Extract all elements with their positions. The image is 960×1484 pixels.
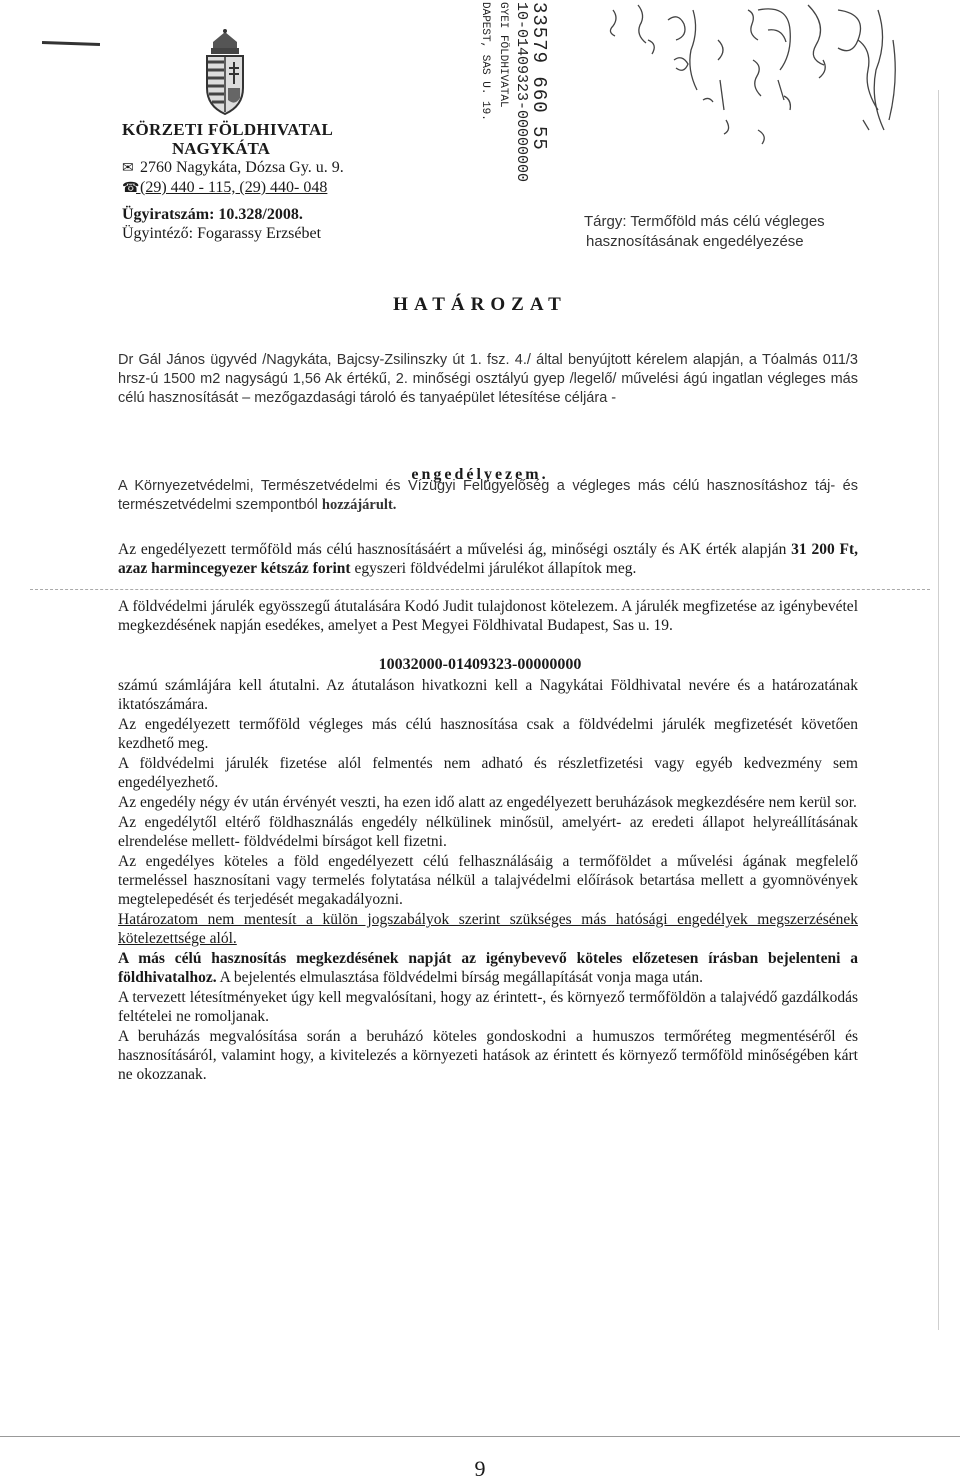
- stamp-line-3: GYEI FÖLDHIVATAL: [497, 2, 509, 108]
- page-number: 9: [474, 1456, 486, 1481]
- notification-paragraph: A más célú hasznosítás megkezdésének napját az igénybevevő köteles előzetesen írásban bejelenteni a földhivatalhoz. A bejelentés elmulasztása földvédelmi bírság megállapítását vonja maga után.: [118, 950, 858, 986]
- request-paragraph: Dr Gál János ügyvéd /Nagykáta, Bajcsy-Zsilinszky út 1. fsz. 4./ által benyújtott kérelem alapján, a Tóalmás 011/3 hrsz-ú 1500 m2 nagyságú 1,56 Ak értékű, 2. minőségi osztályú gyep /legelő/ művelési ágú ingatlan végleges más célú hasznosítását – mezőgazdasági tároló és tanyaépület létesítése céljára -: [118, 352, 858, 406]
- start-condition-paragraph: Az engedélyezett termőföld végleges más célú hasznosítása csak a földvédelmi járulék megfizetését követően kezdhető meg.: [118, 716, 858, 752]
- office-header: [122, 120, 344, 198]
- penalty-paragraph: Az engedélytől eltérő földhasználás engedély nélkülinek minősül, amelyért- az eredeti állapot helyreállításának elrendelése mellett- földvédelmi bírságot kell fizetni.: [118, 814, 858, 850]
- decision-word: engedélyezem.: [411, 466, 549, 483]
- payment-paragraph: A földvédelmi járulék egyösszegű átutalására Kodó Judit tulajdonost kötelezem. A járulék megfizetése az igénybevétel megkezdésének napján esedékes, amelyet a Pest Megyei Földhivatal Budapest, Sas u. 19.: [118, 598, 858, 634]
- humus-paragraph: A beruházás megvalósítása során a beruházó köteles gondoskodni a humuszos termőréteg megmentéséről és hasznosításáról, valamint hogy, a kivitelezés a környezeti hatások az érintett és környező termőföld minőségében kárt ne okozzanak.: [118, 1028, 858, 1083]
- document-title: HATÁROZAT: [393, 294, 567, 315]
- transfer-paragraph: számú számlájára kell átutalni. Az átutaláson hivatkozni kell a Nagykátai Földhivatal nevére és a határozatának iktatószámára.: [118, 677, 858, 713]
- subject-line-2: hasznosításának engedélyezése: [586, 233, 804, 250]
- stamp-line-1: 33579 660 55: [528, 2, 550, 151]
- page-edge-line: [938, 90, 939, 1330]
- subject-line-1: Tárgy: Termőföld más célú végleges: [584, 213, 825, 230]
- fold-line: [30, 589, 930, 590]
- clerk-name: Ügyintéző: Fogarassy Erzsébet: [122, 225, 322, 242]
- fee-amount: 31 200 Ft, azaz harmincegyezer kétszáz forint: [118, 541, 858, 577]
- office-phone: ☎ (29) 440 - 115, (29) 440- 048: [122, 179, 328, 196]
- fee-paragraph: Az engedélyezett termőföld más célú hasznosításáért a művelési ág, minőségi osztály és AK érték alapján 31 200 Ft, azaz harmincegyezer kétszáz forint egyszeri földvédelmi járulékot állapítok meg.: [118, 541, 858, 577]
- page-separator: [0, 1436, 960, 1437]
- hungarian-coat-of-arms-icon: [195, 28, 255, 123]
- reference-number: Ügyiratszám: 10.328/2008.: [122, 206, 303, 223]
- authority-consent-paragraph: A Környezetvédelmi, Természetvédelmi és Vízügyi Felügyelőség a végleges más célú hasznosításhoz táj- és természetvédelmi szempontból hozzájárult.: [118, 478, 858, 513]
- subject-block: [584, 212, 825, 252]
- cultivation-paragraph: Az engedélyes köteles a föld engedélyezett célú felhasználásáig a termőföldet a művelési ágának megfelelő termeléssel hasznosítani vagy termelés folytatása nélkül a talajvédelmi előírások betartása mellett a gyomnövények megtelepedését és terjedését megakadályozni.: [118, 853, 858, 908]
- other-permits-paragraph: Határozatom nem mentesít a külön jogszabályok szerint szükséges más hatósági engedélyek megszerzésének kötelezettsége alól.: [118, 911, 858, 947]
- reference-block: [122, 205, 321, 243]
- envelope-icon: ✉: [122, 161, 134, 176]
- handwritten-signature-icon: [608, 0, 908, 200]
- office-address: ✉ 2760 Nagykáta, Dózsa Gy. u. 9.: [122, 159, 344, 176]
- stamp-line-4: DAPEST, SAS U. 19.: [479, 2, 491, 121]
- conditions-block: [118, 676, 858, 1085]
- telephone-icon: ☎: [122, 181, 140, 196]
- soil-protection-paragraph: A tervezett létesítményeket úgy kell megvalósítani, hogy az érintett-, és környező termőföldön a talajvédő gazdálkodás feltételei ne romoljanak.: [118, 989, 858, 1025]
- bank-account-number: 10032000-01409323-00000000: [378, 656, 582, 673]
- stamp-line-2: 10-01409323-00000000: [513, 2, 530, 183]
- margin-mark: [42, 41, 100, 46]
- office-name: KÖRZETI FÖLDHIVATAL: [122, 120, 334, 139]
- office-town: NAGYKÁTA: [172, 139, 270, 158]
- expiry-paragraph: Az engedély négy év után érvényét veszti, ha ezen idő alatt az engedélyezett beruházások megkezdésére nem kerül sor.: [118, 794, 857, 811]
- no-exemption-paragraph: A földvédelmi járulék fizetése alól felmentés nem adható és részletfizetési vagy egyéb kedvezmény sem engedélyezhető.: [118, 755, 858, 791]
- received-stamp: [476, 2, 548, 182]
